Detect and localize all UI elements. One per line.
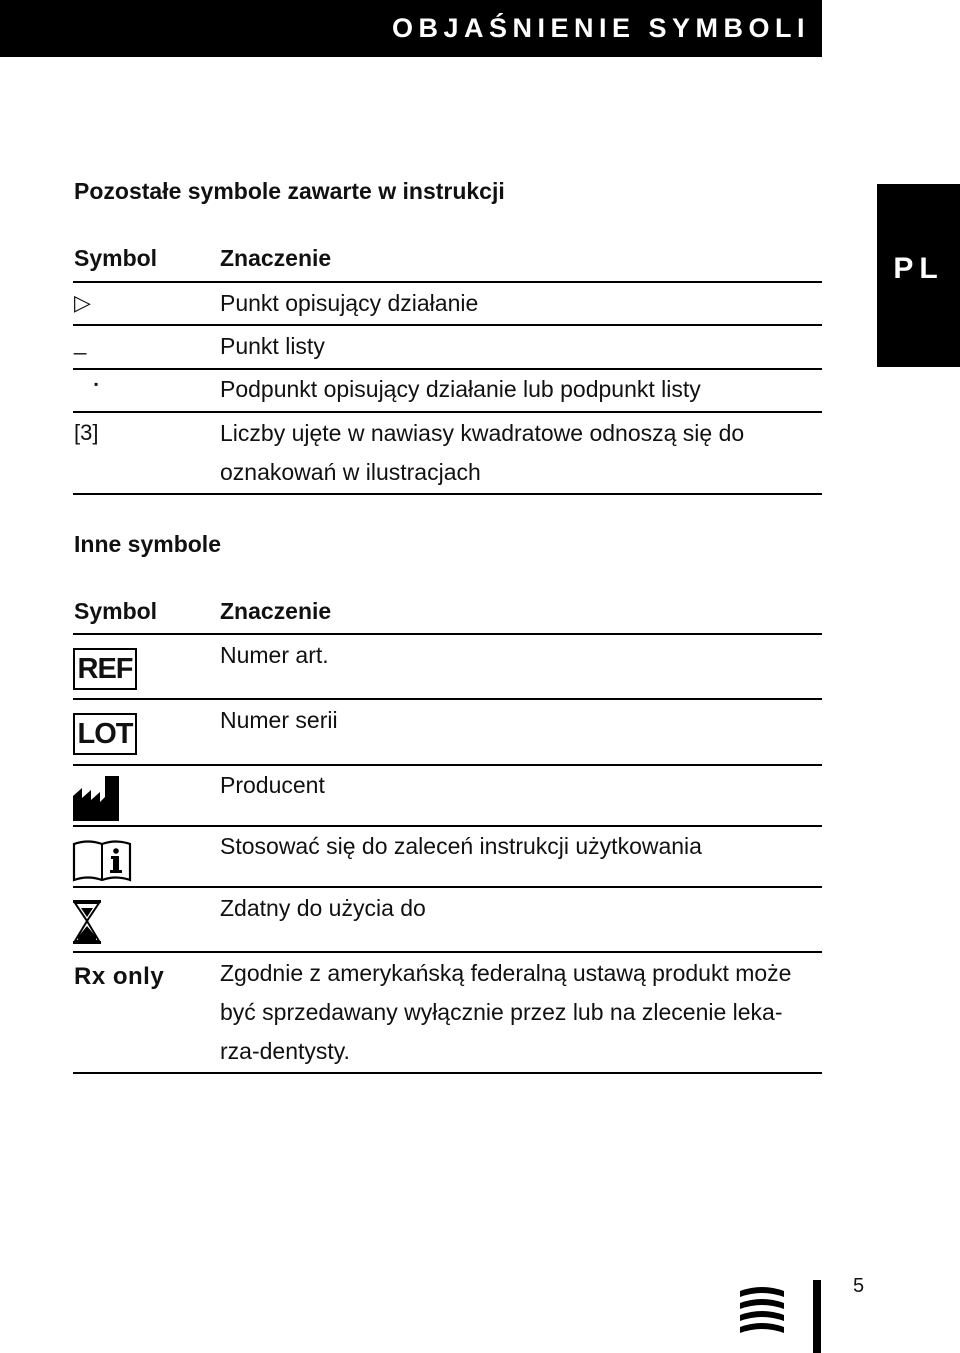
lot-icon xyxy=(73,713,137,755)
meaning-text: Producent xyxy=(220,772,325,798)
divider xyxy=(73,493,822,495)
symbol-sub-point: ▪ xyxy=(94,377,99,391)
ref-icon xyxy=(73,648,137,690)
meaning-text: Podpunkt opisujący działanie lub podpunkt listy xyxy=(220,376,701,402)
page-header xyxy=(0,0,822,57)
divider xyxy=(73,411,822,413)
instructions-icon xyxy=(72,838,132,884)
brand-logo-icon xyxy=(738,1285,786,1333)
page-number: 5 xyxy=(853,1275,865,1297)
divider xyxy=(73,281,822,283)
rx-only-symbol: Rx only xyxy=(74,963,165,990)
divider xyxy=(73,1072,822,1074)
column-header-meaning: Znaczenie xyxy=(220,245,332,271)
meaning-text: Punkt opisujący działanie xyxy=(220,290,479,316)
divider xyxy=(73,633,822,635)
meaning-text: Numer serii xyxy=(220,707,338,733)
meaning-text: być sprzedawany wyłącznie przez lub na zlecenie leka- xyxy=(220,999,783,1025)
language-tab-label: PL xyxy=(893,252,944,285)
lot-icon-label: LOT xyxy=(77,717,133,750)
section-title-more-symbols: Inne symbole xyxy=(74,531,221,557)
ref-icon-label: REF xyxy=(77,652,133,685)
divider xyxy=(73,951,822,953)
meaning-text: Stosować się do zaleceń instrukcji użytkowania xyxy=(220,833,702,859)
page-header-title: OBJAŚNIENIE SYMBOLI xyxy=(391,13,810,43)
meaning-text: Zgodnie z amerykańską federalną ustawą produkt może xyxy=(220,960,792,986)
column-header-symbol: Symbol xyxy=(74,598,158,624)
column-header-symbol: Symbol xyxy=(74,245,158,271)
meaning-text: Liczby ujęte w nawiasy kwadratowe odnoszą się do xyxy=(220,420,745,446)
footer-divider-bar xyxy=(813,1280,821,1353)
meaning-text: Punkt listy xyxy=(220,333,325,359)
meaning-text: rza-dentysty. xyxy=(220,1038,350,1064)
language-tab xyxy=(877,184,960,367)
symbol-list-point: _ xyxy=(74,330,87,355)
column-header-meaning: Znaczenie xyxy=(220,598,332,624)
divider xyxy=(73,698,822,700)
meaning-text: Zdatny do użycia do xyxy=(220,895,426,921)
meaning-text: Numer art. xyxy=(220,642,329,668)
symbol-bracket-number: [3] xyxy=(74,420,99,445)
meaning-text: oznakowań w ilustracjach xyxy=(220,459,481,485)
divider xyxy=(73,324,822,326)
section-title-other-symbols: Pozostałe symbole zawarte w instrukcji xyxy=(74,178,505,204)
hourglass-icon xyxy=(72,899,102,945)
symbol-action-point: ▷ xyxy=(74,290,91,315)
manufacturer-icon xyxy=(73,776,119,821)
divider xyxy=(73,886,822,888)
